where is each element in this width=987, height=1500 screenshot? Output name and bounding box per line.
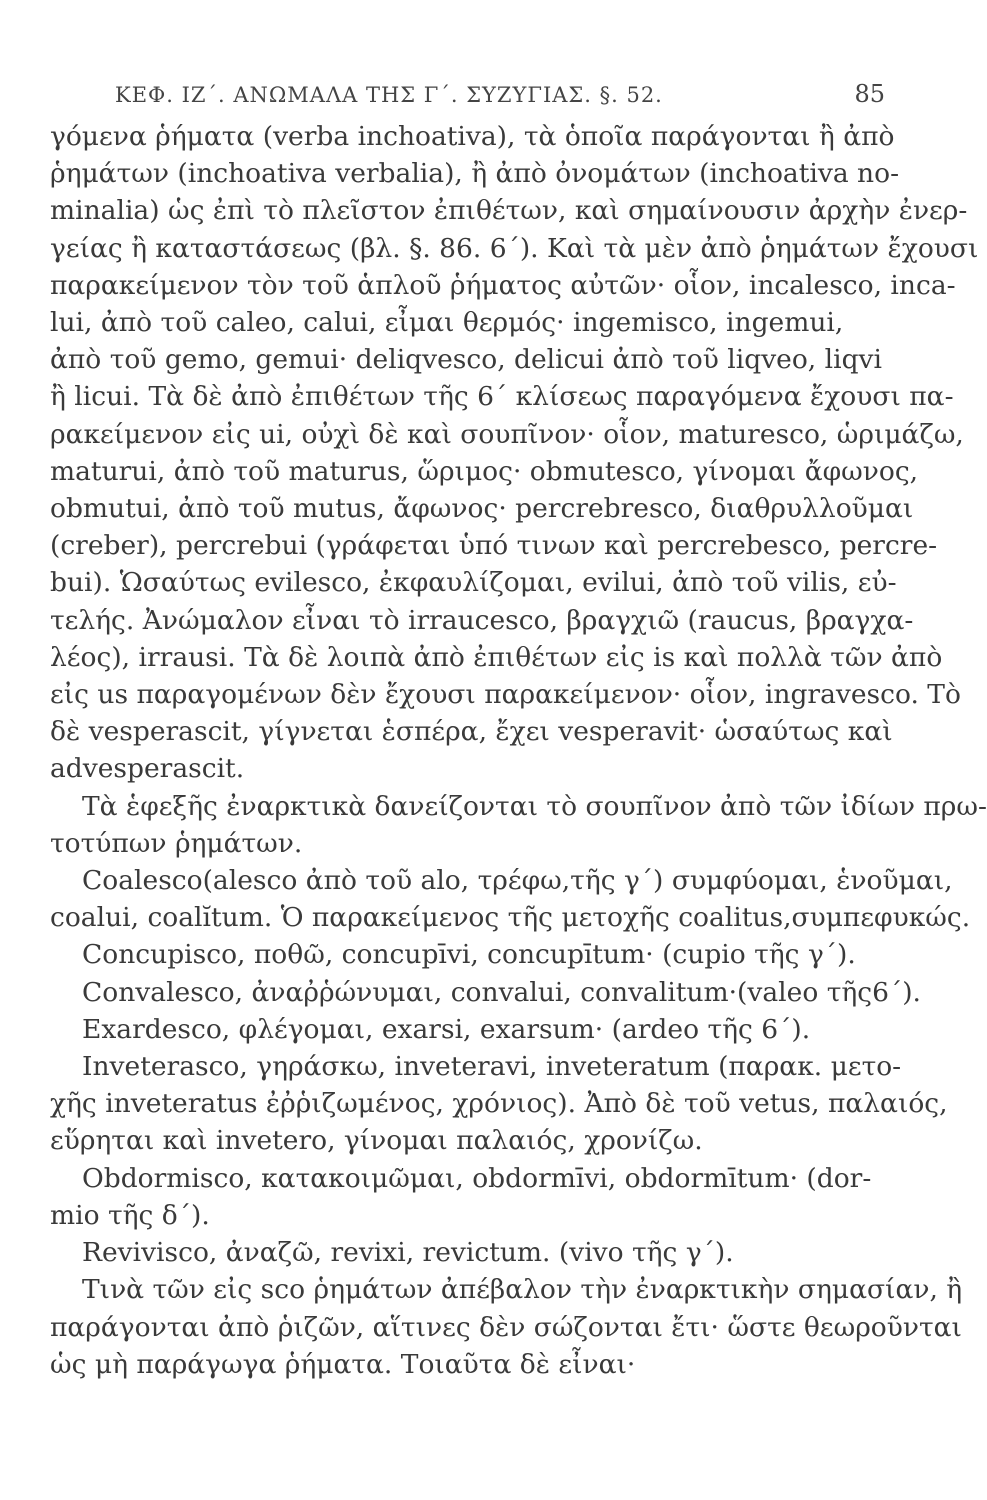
text-line: bui). Ὡσαύτως evilesco, ἐκφαυλίζομαι, evilui, ἀπὸ τοῦ vilis, εὐ- <box>50 567 897 599</box>
entry-inveterasco <box>50 1048 948 1160</box>
text-line: Convalesco, ἀναῤῥώνυμαι, convalui, convalitum·(valeo τῆς6΄). <box>82 976 921 1008</box>
entry-revivisco <box>50 1234 890 1271</box>
text-line: τοτύπων ῥημάτων. <box>50 827 303 859</box>
entry-coalesco <box>50 862 971 936</box>
text-line: (creber), percrebui (γράφεται ὑπό τινων καὶ percrebesco, percre- <box>50 530 938 562</box>
text-line: Τινὰ τῶν εἰς sco ῥημάτων ἀπέβαλον τὴν ἐναρκτικὴν σημασίαν, ἢ <box>82 1274 963 1306</box>
text-line: ἀπὸ τοῦ gemo, gemui· deliqvesco, delicui ἀπὸ τοῦ liqveo, liqvi <box>50 344 883 376</box>
entry-exardesco <box>50 1011 890 1048</box>
paragraph-2 <box>50 788 987 862</box>
body-text <box>50 118 987 1383</box>
entry-convalesco <box>50 974 921 1011</box>
text-line: Coalesco(alesco ἀπὸ τοῦ alo, τρέφω,τῆς γ΄) συμφύομαι, ἑνοῦμαι, <box>82 865 953 897</box>
paragraph-1 <box>50 118 979 788</box>
text-line: Τὰ ἑφεξῆς ἐναρκτικὰ δανείζονται τὸ σουπῖνον ἀπὸ τῶν ἰδίων πρω- <box>82 790 987 822</box>
text-line: ἢ licui. Τὰ δὲ ἀπὸ ἐπιθέτων τῆς 6΄ κλίσεως παραγόμενα ἔχουσι πα- <box>50 381 954 413</box>
text-line: lui, ἀπὸ τοῦ caleo, calui, εἶμαι θερμός· ingemisco, ingemui, <box>50 307 844 339</box>
text-line: δὲ vesperascit, γίγνεται ἑσπέρα, ἔχει vesperavit· ὡσαύτως καὶ <box>50 716 893 748</box>
running-title: ΚΕΦ. ΙΖ΄. ΑΝΩΜΑΛΑ ΤΗΣ Γ΄. ΣΥΖΥΓΙΑΣ. §. 52. <box>115 83 663 107</box>
text-line: maturui, ἀπὸ τοῦ maturus, ὥριμος· obmutesco, γίνομαι ἄφωνος, <box>50 455 919 487</box>
text-line: ῥημάτων (inchoativa verbalia), ἢ ἀπὸ ὀνομάτων (inchoativa no- <box>50 158 900 190</box>
text-line: Concupisco, ποθῶ, concupīvi, concupītum· (cupio τῆς γ΄). <box>82 939 856 971</box>
page-number: 85 <box>854 80 885 108</box>
text-line: λέος), irrausi. Τὰ δὲ λοιπὰ ἀπὸ ἐπιθέτων εἰς is καὶ πολλὰ τῶν ἀπὸ <box>50 641 943 673</box>
text-line: γείας ἢ καταστάσεως (βλ. §. 86. 6΄). Καὶ τὰ μὲν ἀπὸ ῥημάτων ἔχουσι <box>50 232 979 264</box>
text-line: mio τῆς δ΄). <box>50 1199 210 1231</box>
text-line: εὕρηται καὶ invetero, γίνομαι παλαιός, χρονίζω. <box>50 1125 703 1157</box>
entry-concupisco <box>50 936 890 973</box>
text-line: advesperascit. <box>50 753 245 785</box>
text-line: χῆς inveteratus ἐῤῥιζωμένος, χρόνιος). Ἀπὸ δὲ τοῦ vetus, παλαιός, <box>50 1088 948 1120</box>
text-line: minalia) ὡς ἐπὶ τὸ πλεῖστον ἐπιθέτων, καὶ σημαίνουσιν ἀρχὴν ἐνερ- <box>50 195 968 227</box>
text-line: Obdormisco, κατακοιμῶμαι, obdormīvi, obdormītum· (dor- <box>82 1162 872 1194</box>
text-line: γόμενα ῥήματα (verba inchoativa), τὰ ὁποῖα παράγονται ἢ ἀπὸ <box>50 121 895 152</box>
text-line: Exardesco, φλέγομαι, exarsi, exarsum· (ardeo τῆς 6΄). <box>82 1013 811 1045</box>
text-line: ρακείμενον εἰς ui, οὐχὶ δὲ καὶ σουπῖνον· οἷον, maturesco, ὡριμάζω, <box>50 418 964 450</box>
paragraph-3 <box>50 1271 963 1383</box>
text-line: τελής. Ἀνώμαλον εἶναι τὸ irraucesco, βραγχιῶ (raucus, βραγχα- <box>50 604 914 636</box>
entry-obdormisco <box>50 1160 890 1234</box>
text-line: obmutui, ἀπὸ τοῦ mutus, ἄφωνος· percrebresco, διαθρυλλοῦμαι <box>50 493 914 525</box>
text-line: εἰς us παραγομένων δὲν ἔχουσι παρακείμενον· οἷον, ingravesco. Τὸ <box>50 679 961 711</box>
page-header <box>115 80 885 108</box>
text-line: Inveterasco, γηράσκω, inveteravi, inveteratum (παρακ. μετο- <box>82 1051 902 1083</box>
text-line: παρακείμενον τὸν τοῦ ἁπλοῦ ῥήματος αὐτῶν· οἷον, incalesco, inca- <box>50 269 956 301</box>
text-line: coalui, coalĭtum. Ὁ παρακείμενος τῆς μετοχῆς coalitus,συμπεφυκώς. <box>50 902 971 934</box>
text-line: παράγονται ἀπὸ ῥιζῶν, αἵτινες δὲν σώζονται ἔτι· ὥστε θεωροῦνται <box>50 1311 962 1343</box>
text-line: Revivisco, ἀναζῶ, revixi, revictum. (vivo τῆς γ΄). <box>82 1237 734 1269</box>
text-line: ὡς μὴ παράγωγα ῥήματα. Τοιαῦτα δὲ εἶναι· <box>50 1348 636 1380</box>
